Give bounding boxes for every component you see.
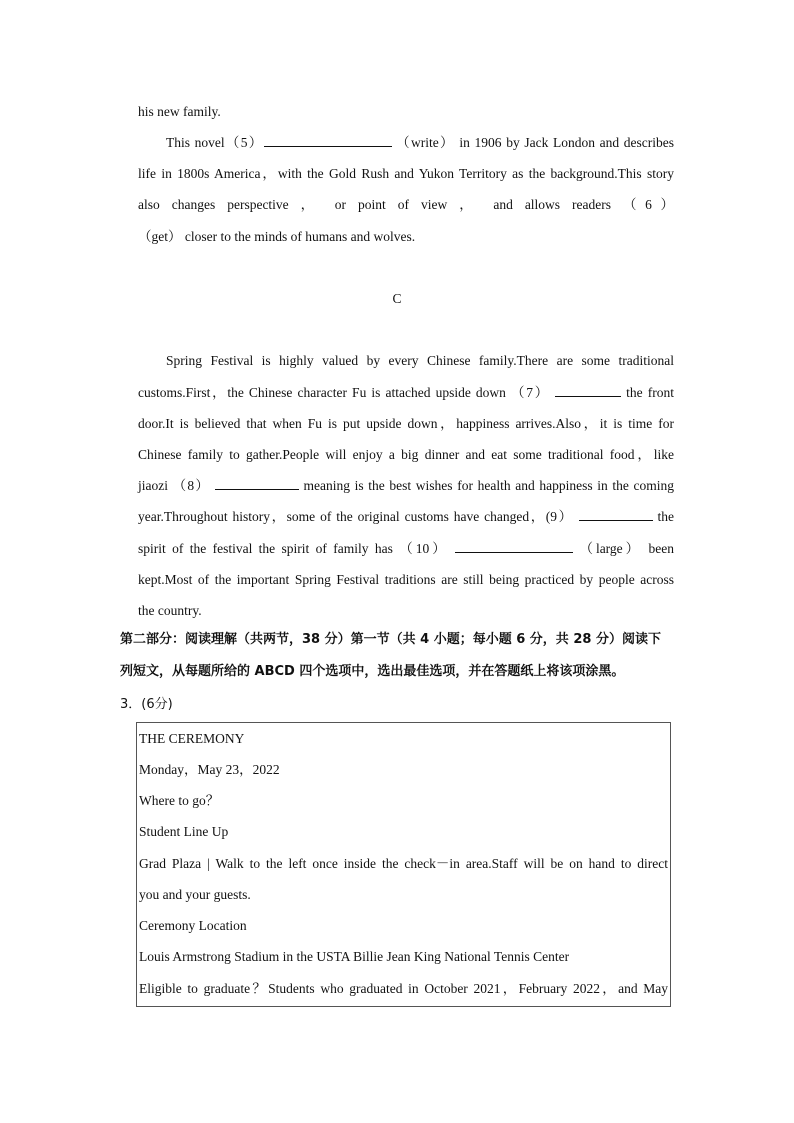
instruction-line: 列短文，从每题所给的 ABCD 四个选项中，选出最佳选项，并在答题纸上将该项涂黑。 <box>120 664 625 679</box>
notice-plaza-line: Grad Plaza | Walk to the left once inside the check－in area.Staff will be on hand to direct <box>139 856 668 871</box>
passage-line: kept.Most of the important Spring Festival traditions are still being practiced by people across <box>138 572 674 587</box>
passage-line: the country. <box>138 603 202 618</box>
ceremony-notice-box <box>136 722 671 1007</box>
question-label: 3．(6分) <box>120 697 173 712</box>
passage-text: year.Throughout history，some of the original customs have changed，(9） <box>138 509 574 524</box>
passage-text: customs.First，the Chinese character Fu is attached upside down （7） <box>138 385 550 400</box>
passage-text: the front <box>626 385 675 400</box>
passage-text: （write） in 1906 by Jack London and describes <box>396 135 675 150</box>
passage-text: the <box>657 509 675 524</box>
passage-line: Spring Festival is highly valued by every Chinese family.There are some traditional <box>166 353 674 368</box>
section-heading: C <box>392 291 402 306</box>
passage-line: life in 1800s America，with the Gold Rush and Yukon Territory as the background.This story <box>138 166 674 181</box>
passage-line: his new family. <box>138 104 221 119</box>
notice-title: THE CEREMONY <box>139 731 245 746</box>
passage-text: meaning is the best wishes for health and happiness in the coming <box>303 478 675 493</box>
passage-line <box>138 476 674 496</box>
passage-line: also changes perspective ， or point of view ， and allows readers （6） <box>138 197 674 212</box>
passage-line: Chinese family to gather.People will enjoy a big dinner and eat some traditional food，like <box>138 447 674 462</box>
passage-text: spirit of the festival the spirit of family has （10） <box>138 541 449 556</box>
notice-plaza-line: you and your guests. <box>139 887 251 902</box>
passage-line: （get） closer to the minds of humans and wolves. <box>138 229 416 244</box>
passage-line <box>138 539 674 559</box>
notice-date: Monday，May 23，2022 <box>139 762 280 777</box>
notice-line-up: Student Line Up <box>139 824 229 839</box>
answer-blank-8 <box>215 476 299 490</box>
notice-location: Louis Armstrong Stadium in the USTA Billie Jean King National Tennis Center <box>139 949 570 964</box>
answer-blank-10 <box>455 539 573 553</box>
instruction-line: 第二部分：阅读理解（共两节，38 分）第一节（共 4 小题；每小题 6 分，共 28 分）阅读下 <box>120 632 661 647</box>
answer-blank-5 <box>264 133 392 147</box>
passage-text: （large） been <box>579 541 675 556</box>
notice-where: Where to go？ <box>139 793 220 808</box>
passage-line <box>138 507 674 527</box>
passage-line: door.It is believed that when Fu is put upside down，happiness arrives.Also，it is time for <box>138 416 674 431</box>
passage-line <box>138 383 674 403</box>
answer-blank-9 <box>579 507 653 521</box>
notice-eligible: Eligible to graduate？Students who graduated in October 2021，February 2022，and May <box>139 981 668 996</box>
answer-blank-7 <box>555 383 621 397</box>
passage-text: This novel（5） <box>166 135 264 150</box>
passage-line <box>166 133 674 153</box>
passage-text: jiaozi （8） <box>138 478 211 493</box>
notice-location-label: Ceremony Location <box>139 918 247 933</box>
